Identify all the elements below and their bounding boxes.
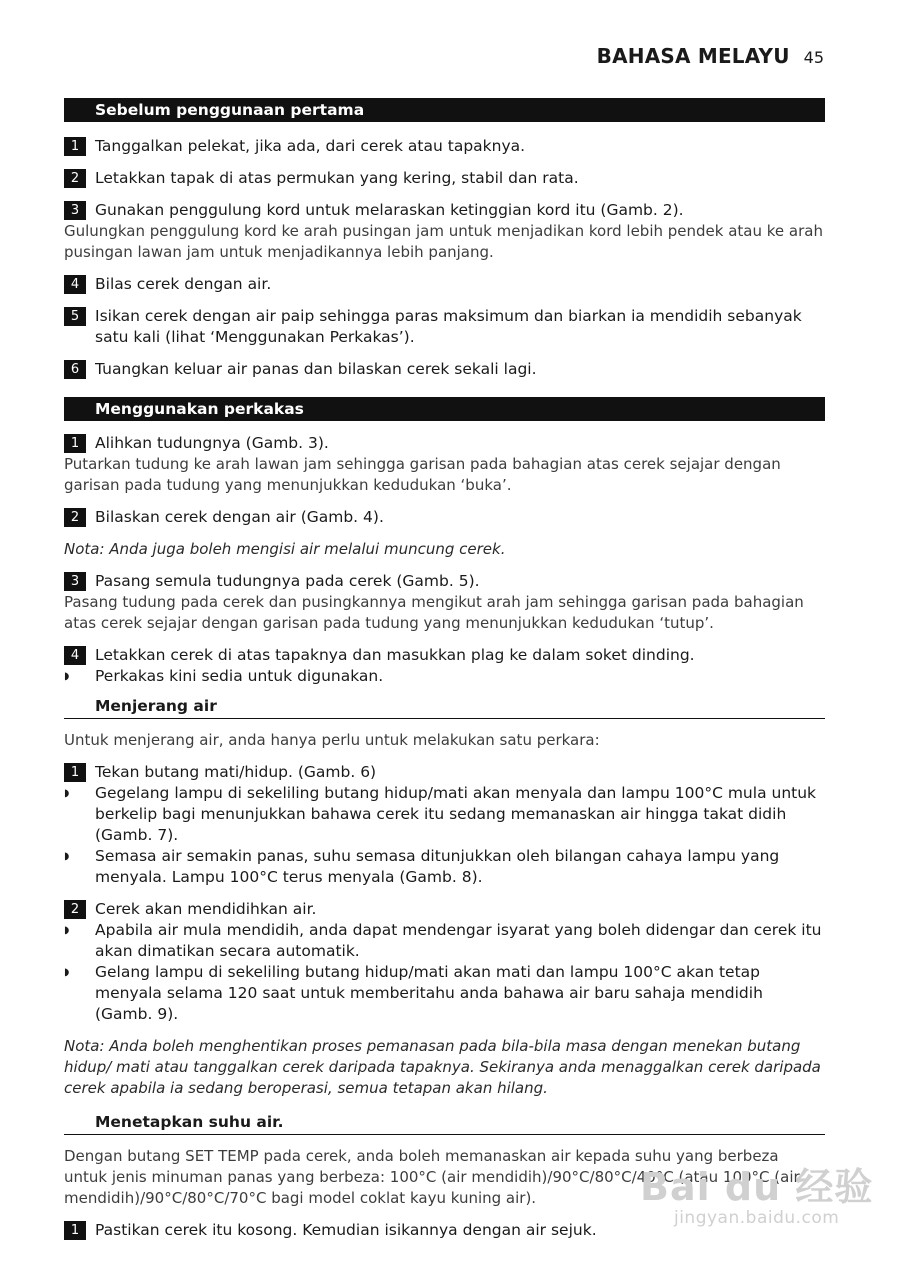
step-number: 2 xyxy=(64,508,86,527)
bullet-text: Perkakas kini sedia untuk digunakan. xyxy=(95,667,384,685)
step-number: 3 xyxy=(64,572,86,591)
section-heading-using-appliance: Menggunakan perkakas xyxy=(64,397,825,421)
subsection-heading-boiling: Menjerang air xyxy=(64,695,825,719)
step xyxy=(64,274,825,295)
watermark-url: jingyan.baidu.com xyxy=(673,1208,840,1228)
step xyxy=(64,899,825,920)
step-text: Pastikan cerek itu kosong. Kemudian isikannya dengan air sejuk. xyxy=(95,1221,597,1239)
bullet-item xyxy=(64,666,825,687)
step-text: Cerek akan mendidihkan air. xyxy=(95,900,317,918)
step-text: Tanggalkan pelekat, jika ada, dari cerek atau tapaknya. xyxy=(95,137,526,155)
step-number: 1 xyxy=(64,434,86,453)
bullet-icon: ◗ xyxy=(64,851,70,862)
step-text: Bilaskan cerek dengan air (Gamb. 4). xyxy=(95,508,384,526)
step-number: 2 xyxy=(64,900,86,919)
paragraph: Dengan butang SET TEMP pada cerek, anda boleh memanaskan air kepada suhu yang berbeza untuk jenis minuman panas yang berbeza: 100°C (air mendidih)/90°C/80°C/40°C (atau 100°C (air mendidih)/90°C/80°C/70°C bagi model coklat kayu kuning air). xyxy=(64,1147,800,1207)
step-text: Tekan butang mati/hidup. (Gamb. 6) xyxy=(95,763,377,781)
step xyxy=(64,200,825,221)
step-text: Isikan cerek dengan air paip sehingga paras maksimum dan biarkan ia mendidih sebanyak satu kali (lihat ‘Menggunakan Perkakas’). xyxy=(95,307,802,346)
step xyxy=(64,507,825,528)
bullet-icon: ◗ xyxy=(64,671,70,682)
bullet-text: Semasa air semakin panas, suhu semasa ditunjukkan oleh bilangan cahaya lampu yang menyala. Lampu 100°C terus menyala (Gamb. 8). xyxy=(95,847,780,886)
step xyxy=(64,306,825,348)
bullet-item xyxy=(64,846,825,888)
bullet-icon: ◗ xyxy=(64,967,70,978)
page-content xyxy=(64,98,825,1241)
paragraph: Putarkan tudung ke arah lawan jam sehingga garisan pada bahagian atas cerek sejajar dengan garisan pada tudung yang menunjukkan kedudukan ‘buka’. xyxy=(64,455,781,494)
bullet-text: Gelang lampu di sekeliling butang hidup/mati akan mati dan lampu 100°C akan tetap menyala selama 120 saat untuk memberitahu anda bahawa air baru sahaja mendidih (Gamb. 9). xyxy=(95,963,763,1023)
step-text: Gunakan penggulung kord untuk melaraskan ketinggian kord itu (Gamb. 2). xyxy=(95,201,684,219)
step-text: Alihkan tudungnya (Gamb. 3). xyxy=(95,434,329,452)
step xyxy=(64,762,825,783)
step-text: Tuangkan keluar air panas dan bilaskan cerek sekali lagi. xyxy=(95,360,537,378)
step-number: 4 xyxy=(64,646,86,665)
step xyxy=(64,645,825,666)
note: Nota: Anda boleh menghentikan proses pemanasan pada bila-bila masa dengan menekan butang hidup/ mati atau tanggalkan cerek daripada tapaknya. Sekiranya anda menaggalkan cerek daripada cerek apabila ia sedang beroperasi, semua tetapan akan hilang. xyxy=(64,1037,821,1097)
paragraph: Gulungkan penggulung kord ke arah pusingan jam untuk menjadikan kord lebih pendek atau ke arah pusingan lawan jam untuk menjadikannya lebih panjang. xyxy=(64,222,823,261)
bullet-item xyxy=(64,920,825,962)
step-number: 4 xyxy=(64,275,86,294)
step xyxy=(64,168,825,189)
paragraph: Pasang tudung pada cerek dan pusingkannya mengikut arah jam sehingga garisan pada bahagian atas cerek sejajar dengan garisan pada tudung yang menunjukkan kedudukan ‘tutup’. xyxy=(64,593,804,632)
page-header xyxy=(597,44,824,68)
step-text: Letakkan tapak di atas permukan yang kering, stabil dan rata. xyxy=(95,169,579,187)
step-number: 3 xyxy=(64,201,86,220)
page-number: 45 xyxy=(803,48,824,67)
step xyxy=(64,359,825,380)
baidu-watermark xyxy=(640,1165,874,1228)
language-title: BAHASA MELAYU xyxy=(596,44,790,68)
subsection-heading-set-temperature: Menetapkan suhu air. xyxy=(64,1111,825,1135)
section-heading-first-use: Sebelum penggunaan pertama xyxy=(64,98,825,122)
step-text: Bilas cerek dengan air. xyxy=(95,275,272,293)
step-number: 5 xyxy=(64,307,86,326)
step xyxy=(64,136,825,157)
bullet-text: Gegelang lampu di sekeliling butang hidup/mati akan menyala dan lampu 100°C mula untuk berkelip bagi menunjukkan bahawa cerek itu sedang memanaskan air hingga takat didih (Gamb. 7). xyxy=(95,784,817,844)
step-number: 1 xyxy=(64,1221,86,1240)
step-number: 6 xyxy=(64,360,86,379)
bullet-item xyxy=(64,783,825,846)
bullet-icon: ◗ xyxy=(64,925,70,936)
note: Nota: Anda juga boleh mengisi air melalui muncung cerek. xyxy=(64,540,506,558)
bullet-item xyxy=(64,962,825,1025)
bullet-text: Apabila air mula mendidih, anda dapat mendengar isyarat yang boleh didengar dan cerek itu akan dimatikan secara automatik. xyxy=(95,921,822,960)
paragraph: Untuk menjerang air, anda hanya perlu untuk melakukan satu perkara: xyxy=(64,731,600,749)
step-text: Pasang semula tudungnya pada cerek (Gamb. 5). xyxy=(95,572,480,590)
step-text: Letakkan cerek di atas tapaknya dan masukkan plag ke dalam soket dinding. xyxy=(95,646,695,664)
step-number: 2 xyxy=(64,169,86,188)
watermark-brand: Bai du 经验 xyxy=(640,1165,874,1209)
step xyxy=(64,571,825,592)
step xyxy=(64,433,825,454)
step-number: 1 xyxy=(64,763,86,782)
step-number: 1 xyxy=(64,137,86,156)
bullet-icon: ◗ xyxy=(64,788,70,799)
